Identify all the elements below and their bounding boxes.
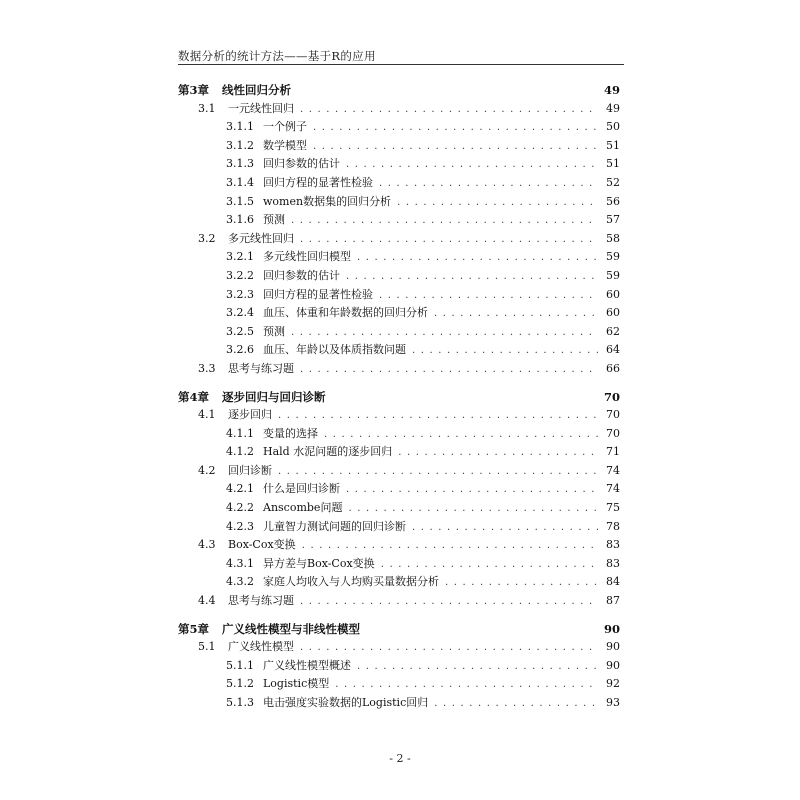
toc-sub-entry[interactable]	[178, 518, 620, 537]
toc-entry-title: 血压、年龄以及体质指数问题	[263, 343, 406, 357]
dot-leader	[412, 342, 598, 361]
toc-entry-number: 4.3	[198, 538, 216, 552]
toc-sub-entry[interactable]	[178, 425, 620, 444]
toc-section-entry[interactable]	[178, 230, 620, 249]
toc-section-entry[interactable]	[178, 100, 620, 119]
toc-entry-number: 4.2.3	[226, 519, 254, 533]
toc-entry-page: 87	[606, 594, 620, 608]
toc-sub-entry[interactable]	[178, 155, 620, 174]
toc-sub-entry[interactable]	[178, 499, 620, 518]
toc-entry-page: 70	[606, 408, 620, 422]
dot-leader	[300, 231, 598, 250]
toc-entry-number: 3.1.1	[226, 120, 254, 134]
dot-leader	[313, 119, 598, 138]
toc-entry-page: 70	[606, 426, 620, 440]
toc-entry-page: 49	[606, 101, 620, 115]
page-footer-number: - 2 -	[389, 752, 411, 765]
toc-entry-title: 什么是回归诊断	[263, 482, 340, 496]
toc-entry-title: women数据集的回归分析	[263, 194, 392, 208]
toc-entry-title: 儿童智力测试问题的回归诊断	[263, 519, 406, 533]
toc-entry-number: 3.2.1	[226, 250, 254, 264]
dot-leader	[346, 481, 598, 500]
dot-leader	[346, 156, 598, 175]
dot-leader	[300, 593, 598, 612]
toc-entry-number: 3.3	[198, 361, 216, 375]
toc-sub-entry[interactable]	[178, 657, 620, 676]
toc-entry-title: 广义线性模型与非线性模型	[222, 621, 360, 636]
toc-sub-entry[interactable]	[178, 480, 620, 499]
toc-entry-page: 93	[606, 696, 620, 709]
toc-entry-title: 多元线性回归	[228, 231, 294, 245]
toc-sub-entry[interactable]	[178, 248, 620, 267]
toc-entry-number: 3.1.3	[226, 157, 254, 171]
dot-leader	[379, 287, 598, 306]
toc-entry-page: 49	[603, 83, 620, 97]
toc-entry-title: 回归参数的估计	[263, 268, 340, 282]
toc-entry-title: 回归方程的显著性检验	[263, 287, 373, 301]
toc-entry-page: 78	[606, 519, 620, 533]
toc-entry-page: 70	[603, 389, 620, 404]
toc-entry-number: 第3章	[178, 83, 210, 97]
toc-section-entry[interactable]	[178, 406, 620, 425]
toc-entry-page: 50	[606, 120, 620, 134]
toc-sub-entry[interactable]	[178, 694, 620, 713]
toc-sub-entry[interactable]	[178, 323, 620, 342]
dot-leader	[381, 556, 598, 575]
toc-entry-page: 56	[606, 194, 620, 208]
toc-entry-number: 5.1.1	[226, 658, 254, 672]
toc-sub-entry[interactable]	[178, 211, 620, 230]
toc-entry-title: 回归诊断	[228, 463, 272, 477]
toc-entry-title: 家庭人均收入与人均购买量数据分析	[263, 575, 439, 589]
toc-entry-page: 84	[606, 575, 620, 589]
toc-sub-entry[interactable]	[178, 675, 620, 694]
toc-entry-page: 83	[606, 556, 620, 570]
toc-entry-page: 51	[606, 157, 620, 171]
dot-leader	[357, 249, 598, 268]
dot-leader	[300, 101, 598, 120]
toc-entry-number: 第4章	[178, 389, 210, 404]
running-header: 数据分析的统计方法——基于R的应用	[178, 49, 376, 63]
toc-chapter-entry[interactable]	[178, 620, 620, 639]
toc-entry-number: 4.1	[198, 408, 216, 422]
toc-entry-number: 4.1.2	[226, 445, 254, 459]
toc-section-entry[interactable]	[178, 592, 620, 611]
toc-entry-page: 66	[606, 361, 620, 375]
dot-leader	[412, 519, 598, 538]
toc-entry-title: 一个例子	[263, 120, 307, 134]
table-of-contents	[178, 81, 620, 713]
toc-sub-entry[interactable]	[178, 193, 620, 212]
toc-entry-page: 58	[606, 231, 620, 245]
toc-entry-title: 逐步回归与回归诊断	[222, 389, 326, 404]
toc-sub-entry[interactable]	[178, 341, 620, 360]
toc-entry-page: 90	[606, 658, 620, 672]
dot-leader	[348, 500, 598, 519]
toc-section-entry[interactable]	[178, 360, 620, 379]
dot-leader	[278, 463, 598, 482]
toc-entry-page: 59	[606, 250, 620, 264]
dot-leader	[324, 426, 598, 445]
toc-section-entry[interactable]	[178, 462, 620, 481]
toc-entry-page: 60	[606, 306, 620, 320]
toc-sub-entry[interactable]	[178, 304, 620, 323]
toc-entry-title: 思考与练习题	[228, 594, 294, 608]
toc-entry-title: 思考与练习题	[228, 361, 294, 375]
toc-entry-number: 3.2.6	[226, 343, 254, 357]
toc-entry-page: 62	[606, 324, 620, 338]
dot-leader	[300, 361, 598, 380]
toc-entry-number: 3.1	[198, 101, 216, 115]
toc-entry-title: 广义线性模型概述	[263, 658, 351, 672]
toc-entry-number: 3.2.2	[226, 268, 254, 282]
dot-leader	[434, 695, 598, 714]
toc-entry-title: 逐步回归	[228, 408, 272, 422]
toc-entry-number: 4.3.1	[226, 556, 254, 570]
dot-leader	[335, 676, 598, 695]
dot-leader	[346, 268, 598, 287]
toc-sub-entry[interactable]	[178, 443, 620, 462]
toc-entry-number: 3.2.5	[226, 324, 254, 338]
toc-entry-title: Logistic模型	[263, 677, 330, 691]
toc-entry-page: 60	[606, 287, 620, 301]
toc-entry-title: 电击强度实验数据的Logistic回归	[263, 696, 429, 709]
toc-entry-title: 异方差与Box-Cox变换	[263, 556, 375, 570]
toc-entry-number: 3.1.6	[226, 213, 254, 227]
toc-section-entry[interactable]	[178, 536, 620, 555]
dot-leader	[278, 407, 598, 426]
toc-entry-page: 83	[606, 538, 620, 552]
toc-entry-title: 线性回归分析	[222, 83, 291, 97]
toc-entry-title: 广义线性模型	[228, 640, 294, 654]
toc-entry-number: 3.1.4	[226, 175, 254, 189]
dot-leader	[379, 175, 598, 194]
toc-entry-page: 74	[606, 463, 620, 477]
dot-leader	[302, 537, 598, 556]
toc-sub-entry[interactable]	[178, 286, 620, 305]
dot-leader	[445, 574, 598, 593]
toc-entry-title: 回归参数的估计	[263, 157, 340, 171]
toc-chapter-entry[interactable]	[178, 388, 620, 407]
toc-entry-title: 数学模型	[263, 138, 307, 152]
toc-entry-number: 4.2.2	[226, 501, 254, 515]
dot-leader	[291, 324, 598, 343]
toc-entry-page: 90	[606, 640, 620, 654]
toc-entry-page: 92	[606, 677, 620, 691]
toc-entry-page: 59	[606, 268, 620, 282]
dot-leader	[313, 138, 598, 157]
toc-sub-entry[interactable]	[178, 573, 620, 592]
toc-entry-number: 5.1	[198, 640, 216, 654]
dot-leader	[434, 305, 598, 324]
dot-leader	[357, 658, 598, 677]
toc-entry-page: 52	[606, 175, 620, 189]
toc-entry-title: 回归方程的显著性检验	[263, 175, 373, 189]
dot-leader	[397, 194, 598, 213]
toc-entry-number: 5.1.2	[226, 677, 254, 691]
toc-sub-entry[interactable]	[178, 555, 620, 574]
toc-entry-title: 预测	[263, 324, 285, 338]
toc-entry-number: 3.1.5	[226, 194, 254, 208]
dot-leader	[398, 444, 598, 463]
toc-entry-number: 3.1.2	[226, 138, 254, 152]
toc-entry-number: 4.2.1	[226, 482, 254, 496]
header-rule	[178, 64, 624, 65]
toc-entry-title: Hald 水泥问题的逐步回归	[263, 445, 393, 459]
toc-entry-number: 3.2	[198, 231, 216, 245]
toc-entry-title: 多元线性回归模型	[263, 250, 351, 264]
toc-entry-number: 3.2.3	[226, 287, 254, 301]
toc-sub-entry[interactable]	[178, 267, 620, 286]
toc-entry-number: 3.2.4	[226, 306, 254, 320]
toc-entry-page: 90	[603, 621, 620, 636]
toc-sub-entry[interactable]	[178, 118, 620, 137]
dot-leader	[300, 639, 598, 658]
toc-sub-entry[interactable]	[178, 174, 620, 193]
toc-entry-page: 57	[606, 213, 620, 227]
dot-leader	[291, 212, 598, 231]
toc-chapter-entry[interactable]	[178, 81, 620, 100]
toc-entry-title: 一元线性回归	[228, 101, 294, 115]
toc-entry-title: 预测	[263, 213, 285, 227]
toc-entry-number: 4.3.2	[226, 575, 254, 589]
toc-entry-title: 变量的选择	[263, 426, 318, 440]
toc-entry-title: 血压、体重和年龄数据的回归分析	[263, 306, 428, 320]
toc-entry-number: 4.1.1	[226, 426, 254, 440]
toc-entry-page: 75	[606, 501, 620, 515]
toc-sub-entry[interactable]	[178, 137, 620, 156]
toc-entry-number: 5.1.3	[226, 696, 254, 709]
toc-entry-number: 4.2	[198, 463, 216, 477]
toc-section-entry[interactable]	[178, 638, 620, 657]
toc-entry-page: 51	[606, 138, 620, 152]
toc-entry-page: 74	[606, 482, 620, 496]
toc-entry-number: 4.4	[198, 594, 216, 608]
toc-entry-page: 64	[606, 343, 620, 357]
toc-entry-page: 71	[606, 445, 620, 459]
toc-entry-title: Box-Cox变换	[228, 538, 296, 552]
toc-entry-title: Anscombe问题	[263, 501, 343, 515]
toc-entry-number: 第5章	[178, 621, 210, 636]
